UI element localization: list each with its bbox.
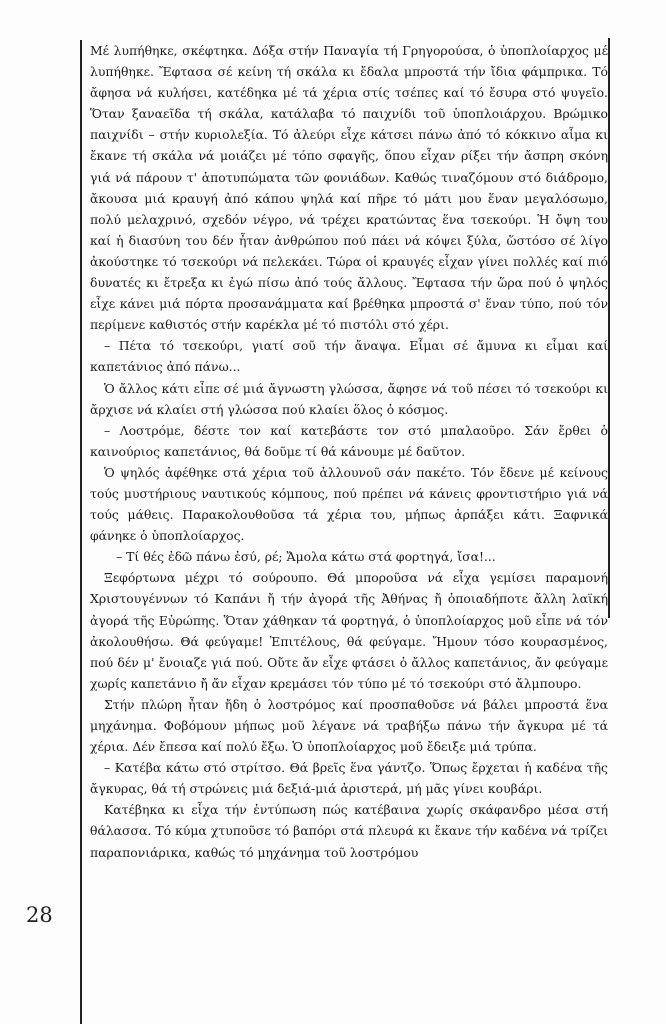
paragraph: Ὁ ἄλλος κάτι εἶπε σέ μιά ἄγνωστη γλώσσα, ἄφησε νά τοῦ πέσει τό τσεκούρι κι ἄρχισε νά κλαίει στή γλώσσα πού κλαίει ὅλος ὁ κόσμος. [90, 380, 608, 417]
left-margin-rule [80, 40, 82, 1024]
paragraph: Ξεφόρτωνα μέχρι τό σούρουπο. Θά μποροῦσα νά εἶχα γεμίσει παραμονή Χριστουγέννων τό Καπάνι ἤ τήν ἀγορά τῆς Ἀθήνας ἤ ὁποιαδήποτε ἄλλη λαϊκή ἀγορά τῆς Εὐρώπης. Ὅταν χάθηκαν τά φορτηγά, ὁ ὑποπλοίαρχος μοῦ εἶπε νά τόν ἀκολουθήσω. Θά φεύγαμε! Ἐπιτέλους, θά φεύγαμε. Ἤμουν τόσο κουρασμένος, πού δέν μ' ἔνοιαζε γιά πού. Οὔτε ἄν εἶχε φτάσει ὁ ἄλλος καπετάνιος, ἄν φεύγαμε χωρίς καπετάνιο ἤ ἄν εἶχαν κρεμάσει τόν τύπο μέ τό τσεκούρι στό ἄλμπουρο. [90, 570, 608, 691]
page-number: 28 [26, 903, 53, 927]
paragraph: Ὁ ψηλός ἀφέθηκε στά χέρια τοῦ ἀλλουνοῦ σάν πακέτο. Τόν ἔδενε μέ κείνους τούς μυστήριους ναυτικούς κόμπους, πού πρέπει νά κάνεις φροντιστήριο γιά νά τούς μάθεις. Παρακολουθοῦσα τά χέρια του, μήπως ἁρπάξει κάτι. Ξαφνικά φάνηκε ὁ ὑποπλοίαρχος. [90, 464, 608, 544]
paragraph: Μέ λυπήθηκε, σκέφτηκα. Δόξα στήν Παναγία τή Γρηγορούσα, ὁ ὑποπλοίαρχος μέ λυπήθηκε. Ἔφτασα σέ κείνη τή σκάλα κι ἔδαλα μπροστά τήν ἴδια φάμπρικα. Τό ἄφησα νά κυλήσει, κατέδηκα μέ τά χέρια στίς τσέπες καί τό ἔσυρα στό ψυγεῖο. Ὅταν ξαναεῖδα τή σκάλα, κατάλαβα τό παιχνίδι τοῦ ὑποπλοιάρχου. Βρώμικο παιχνίδι – στήν κυριολεξία. Τό ἀλεύρι εἶχε κάτσει πάνω ἀπό τό κόκκινο αἷμα κι ἔκανε τή σκάλα νά μοιάζει μέ τόπο σφαγῆς, ὅπου εἶχαν ρίξει τήν ἄσπρη σκόνη γιά νά πάρουν τ' ἀποτυπώματα τῶν φονιάδων. Καθώς τιναζόμουν στό διάδρομο, ἄκουσα μιά κραυγή ἀπό κάπου ψηλά καί πῆρε τό μάτι μου ἕναν μεγαλόσωμο, πολύ μελαχρινό, σχεδόν νέγρο, νά τρέχει κρατώντας ἕνα τσεκούρι. Ἡ ὄψη του καί ἡ διασύνη του δέν ἦταν ἀνθρώπου πού πάει νά κόψει ξύλα, ὥστόσο σέ λίγο ἀκούστηκε τό τσεκούρι νά πελεκάει. Τώρα οἱ κραυγές εἶχαν γίνει πολλές καί πιό δυνατές κι ἔτρεξα κι ἐγώ πίσω ἀπό τούς ἄλλους. Ἔφτασα τήν ὥρα πού ὁ ψηλός εἶχε κάνει μιά πόρτα προσανάμματα καί βρέθηκα μπροστά σ' ἕναν τύπο, πού τόν περίμενε καθιστός στήν καρέκλα μέ τό πιστόλι στό χέρι. [90, 43, 608, 333]
right-margin-rule [608, 38, 610, 618]
dialogue-paragraph: – Τί θές ἐδῶ πάνω ἐσύ, ρέ; Ἄμολα κάτω στά φορτηγά, ἴσα!... [116, 549, 496, 565]
dialogue-paragraph: – Πέτα τό τσεκούρι, γιατί σοῦ τήν ἄναψα. Εἶμαι σέ ἄμυνα κι εἶμαι καί καπετάνιος ἀπό πάνω... [90, 338, 608, 375]
body-text [90, 40, 608, 863]
paragraph: Κατέβηκα κι εἶχα τήν ἐντύπωση πώς κατέβαινα χωρίς σκάφανδρο μέσα στή θάλασσα. Τό κύμα χτυποῦσε τό βαπόρι στά πλευρά κι ἔκανε τήν καδένα νά τρίζει παραπονιάρικα, καθώς τό μηχάνημα τοῦ λοστρόμου [90, 802, 608, 860]
dialogue-paragraph: – Κατέβα κάτω στό στρίτσο. Θά βρεῖς ἕνα γάντζο. Ὅπως ἔρχεται ἡ καδένα τῆς ἄγκυρας, θά τή στρώνεις μιά δεξιά-μιά ἀριστερά, μή μᾶς γίνει κουβάρι. [90, 760, 608, 797]
paragraph: Στήν πλώρη ἦταν ἤδη ὁ λοστρόμος καί προσπαθοῦσε νά βάλει μπροστά ἕνα μηχάνημα. Φοβόμουν μήπως μοῦ λέγανε νά τραβήξω πάνω τήν ἄγκυρα μέ τά χέρια. Δέν ἔπεσα καί πολύ ἔξω. Ὁ ὑποπλοίαρχος μοῦ ἔδειξε μιά τρύπα. [90, 696, 608, 755]
dialogue-paragraph: – Λοστρόμε, δέστε τον καί κατεβάστε τον στό μπαλαοῦρο. Σάν ἔρθει ὁ καινούριος καπετάνιος, θά δοῦμε τί θά κάνουμε μέ δαῦτον. [90, 422, 608, 459]
